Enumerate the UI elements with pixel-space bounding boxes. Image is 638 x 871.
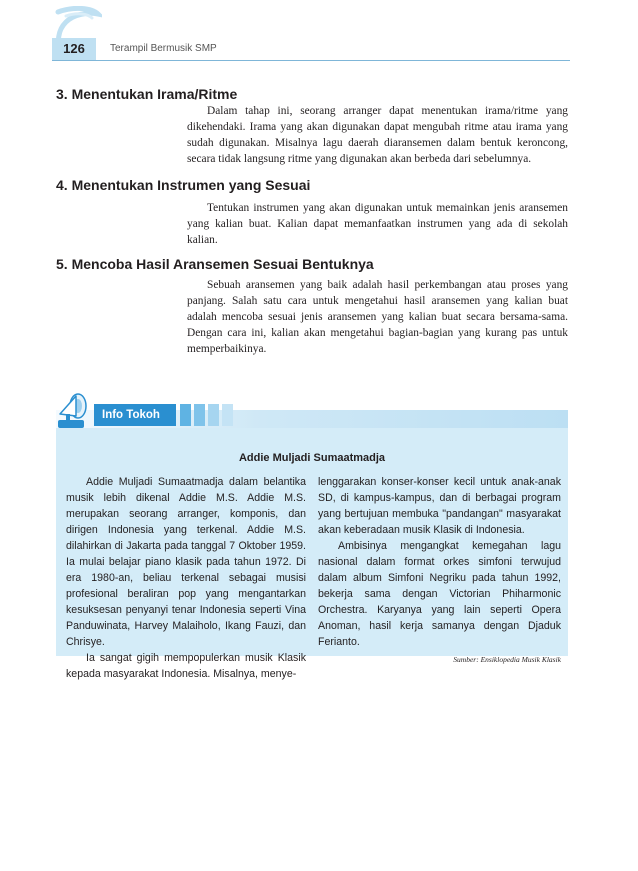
section-body-5: Sebuah aransemen yang baik adalah hasil perkembangan atau proses yang panjang. Salah satu cara untuk mengetahui hasil aransemen yang kalian buat adalah mencoba sesuai jenis aransemen yang kalian buat secara bersama-sama. Dengan cara ini, kalian akan mengetahui bagian-bagian yang kurang pas untuk memperbaikinya.: [187, 279, 568, 355]
section-body-4: Tentukan instrumen yang akan digunakan untuk memainkan jenis aransemen yang kalian buat. Kalian dapat memanfaatkan instrumen yang ada di sekolah kalian.: [187, 202, 568, 246]
tab-decor-strip: [180, 404, 191, 426]
info-paragraph: Ia sangat gigih mempopulerkan musik Klasik kepada masyarakat Indonesia. Misalnya, menye-: [66, 652, 306, 680]
info-right-column: [318, 474, 561, 668]
info-source: Sumber: Ensiklopedia Musik Klasik: [453, 655, 561, 664]
tab-decor-strip: [208, 404, 219, 426]
info-tab-label: Info Tokoh: [94, 404, 176, 426]
header-rule: [52, 60, 570, 61]
tab-decor-strip: [222, 404, 233, 426]
info-tokoh-box: [56, 396, 568, 680]
section-title-3: 3. Menentukan Irama/Ritme: [56, 86, 238, 102]
tab-decor-strip: [194, 404, 205, 426]
info-left-column: [66, 474, 306, 682]
section-title-4: 4. Menentukan Instrumen yang Sesuai: [56, 177, 311, 193]
info-paragraph: lenggarakan konser-konser kecil untuk anak-anak SD, di kampus-kampus, dan di berbagai program yang bertujuan membuka "pandangan" masyarakat akan keberadaan musik Klasik di Indonesia.: [318, 476, 561, 536]
book-title: Terampil Bermusik SMP: [110, 43, 217, 54]
page-number: 126: [52, 38, 96, 60]
section-title-5: 5. Mencoba Hasil Aransemen Sesuai Bentuknya: [56, 256, 374, 272]
info-heading: Addie Muljadi Sumaatmadja: [238, 452, 386, 464]
info-paragraph: Addie Muljadi Sumaatmadja dalam belantika musik lebih dikenal Addie M.S. Addie M.S. merupakan seorang arranger, komponis, dan dirigen Indonesia yang terkenal. Addie M.S. dilahirkan di Jakarta pada tanggal 7 Oktober 1959. Ia mulai belajar piano klasik pada tahun 1972. Di era 1980-an, beliau terkenal sebagai musisi profesional beraliran pop yang mengantarkan kesuksesan penyanyi tenar Indonesia seperti Vina Panduwinata, Harvey Malaiholo, Ikang Fauzi, dan Chrisye.: [66, 476, 306, 648]
info-paragraph: Ambisinya mengangkat kemegahan lagu nasional dalam format orkes simfoni terwujud dalam album Simfoni Negriku pada tahun 1992, bekerja sama dengan Victorian Phiharmonic Orchestra. Karyanya yang lain seperti Opera Anoman, hasil kerja samanya dengan Djaduk Ferianto.: [318, 540, 561, 648]
section-body-3: Dalam tahap ini, seorang arranger dapat menentukan irama/ritme yang dikehendaki. Irama yang akan digunakan dapat mengubah ritme atau irama yang sudah digunakan. Misalnya lagu daerah diaransemen dalam bentuk keroncong, secara tidak langsung ritme yang digunakan akan berbeda dari sebelumnya.: [187, 105, 568, 165]
megaphone-icon: [54, 392, 88, 432]
